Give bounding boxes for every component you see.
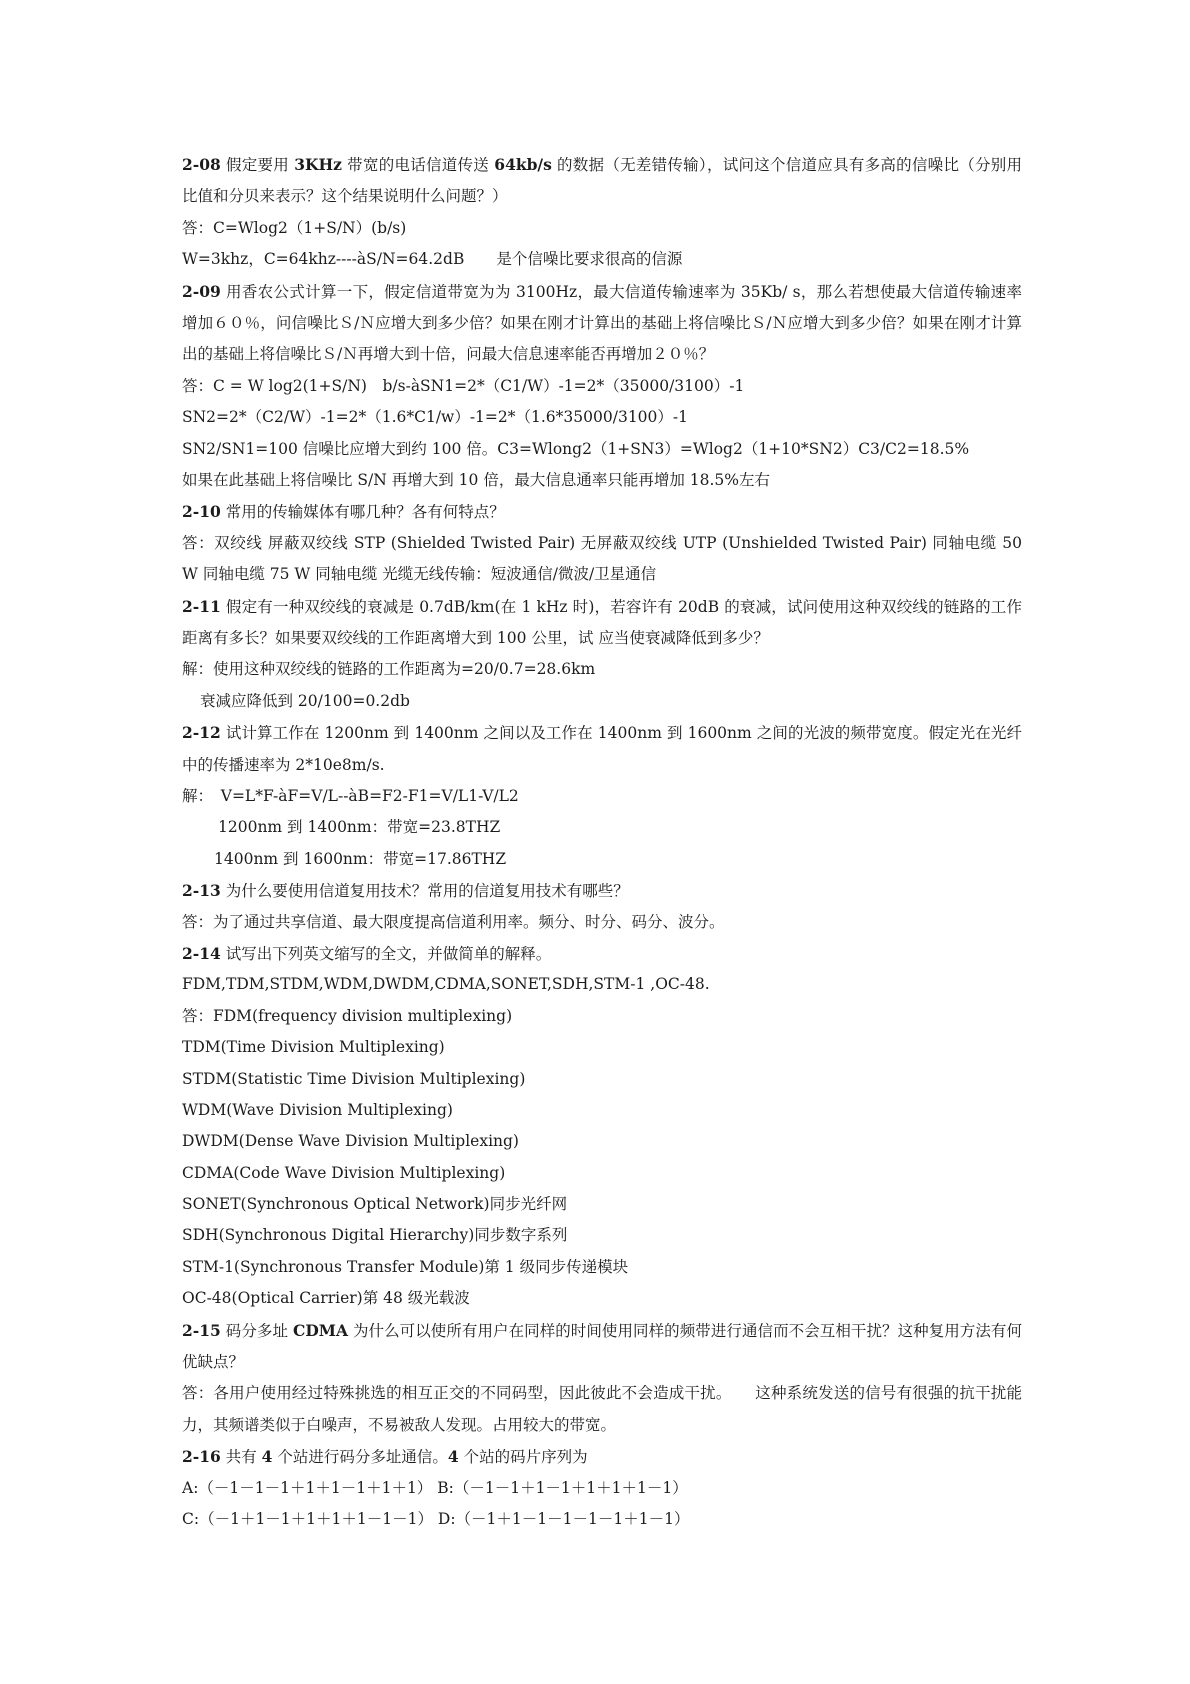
question-number: 2-16	[182, 1447, 221, 1467]
answer-line: 答：FDM(frequency division multiplexing)	[182, 1006, 513, 1025]
question-number: 2-13	[182, 881, 221, 901]
answer-line	[182, 244, 1022, 275]
answer-line: 答：C=Wlog2（1+S/N）(b/s)	[182, 218, 407, 237]
chip-sequence-cd: C:（－1＋1－1＋1＋1＋1－1－1） D:（－1＋1－1－1－1－1＋1－1）	[182, 1510, 690, 1529]
answer-line: STDM(Statistic Time Division Multiplexing)	[182, 1069, 526, 1088]
answer-line: 答：C = W log2(1+S/N) b/s-àSN1=2*（C1/W）-1=2*（35000/3100）-1	[182, 376, 745, 395]
question-number: 2-12	[182, 723, 221, 743]
document-body	[182, 149, 1022, 1535]
question-2-13	[182, 875, 1022, 906]
answer-line: 答：各用户使用经过特殊挑选的相互正交的不同码型，因此彼此不会造成干扰。 这种系统发送的信号有很强的抗干扰能力，其频谱类似于白噪声，不易被敌人发现。占用较大的带宽。	[182, 1384, 1022, 1434]
question-number: 2-11	[182, 596, 221, 616]
answer-text: 是个信噪比要求很高的信源	[496, 250, 683, 269]
question-text: 常用的传输媒体有哪几种？各有何特点？	[220, 503, 505, 522]
question-2-16	[182, 1441, 1022, 1472]
question-2-12	[182, 717, 1022, 781]
question-text: 码分多址	[220, 1321, 294, 1340]
answer-line: WDM(Wave Division Multiplexing)	[182, 1100, 453, 1119]
answer-text: W=3khz，C=64khz----àS/N=64.2dB	[182, 250, 465, 269]
question-2-08	[182, 149, 1022, 213]
answer-line: 答：为了通过共享信道、最大限度提高信道利用率。频分、时分、码分、波分。	[182, 912, 725, 931]
question-bold-text: 64kb/s	[494, 155, 552, 174]
answer-line: STM-1(Synchronous Transfer Module)第 1 级同步传递模块	[182, 1257, 629, 1276]
question-text: 个站的码片序列为	[458, 1448, 588, 1467]
question-2-15	[182, 1315, 1022, 1379]
question-bold-text: CDMA	[293, 1320, 348, 1340]
answer-line: OC-48(Optical Carrier)第 48 级光载波	[182, 1289, 470, 1308]
question-2-09	[182, 276, 1022, 371]
chip-sequence-ab: A:（－1－1－1＋1＋1－1＋1＋1） B:（－1－1＋1－1＋1＋1＋1－1）	[182, 1478, 688, 1497]
question-bold-text: 4	[261, 1447, 273, 1467]
question-bold-text: 4	[447, 1447, 459, 1467]
question-number: 2-10	[182, 502, 221, 522]
answer-line: 解：使用这种双绞线的链路的工作距离为=20/0.7=28.6km	[182, 660, 596, 679]
question-text: 的数据（无差错传输），试问这个信道应具有多高的信噪比（分别用比值和分贝来表示？这个结果说明什么问题？）	[182, 156, 1023, 206]
answer-line: DWDM(Dense Wave Division Multiplexing)	[182, 1132, 519, 1151]
answer-line: SN2/SN1=100 信噪比应增大到约 100 倍。C3=Wlong2（1+SN3）=Wlog2（1+10*SN2）C3/C2=18.5%	[182, 439, 970, 458]
answer-line: TDM(Time Division Multiplexing)	[182, 1038, 445, 1057]
question-text: 试计算工作在 1200nm 到 1400nm 之间以及工作在 1400nm 到 1600nm 之间的光波的频带宽度。假定光在光纤中的传播速率为 2*10e8m/s.	[182, 724, 1022, 774]
answer-line: 如果在此基础上将信噪比 S/N 再增大到 10 倍，最大信息通率只能再增加 18.5%左右	[182, 470, 771, 489]
question-text: 带宽的电话信道传送	[341, 156, 495, 174]
question-2-14	[182, 938, 1022, 969]
answer-line: SONET(Synchronous Optical Network)同步光纤网	[182, 1195, 568, 1214]
question-text: 试写出下列英文缩写的全文，并做简单的解释。	[220, 944, 552, 963]
question-2-11	[182, 591, 1022, 655]
question-number: 2-09	[182, 281, 221, 301]
answer-line: 解： V=L*F-àF=V/L--àB=F2-F1=V/L1-V/L2	[182, 786, 519, 805]
answer-line: SN2=2*（C2/W）-1=2*（1.6*C1/w）-1=2*（1.6*35000/3100）-1	[182, 408, 688, 427]
answer-line: 答：双绞线 屏蔽双绞线 STP (Shielded Twisted Pair) 无屏蔽双绞线 UTP (Unshielded Twisted Pair) 同轴电缆 50 W 同轴电缆 75 W 同轴电缆 光缆无线传输：短波通信/微波/卫星通信	[182, 533, 1022, 584]
abbreviation-list: FDM,TDM,STDM,WDM,DWDM,CDMA,SONET,SDH,STM-1 ,OC-48.	[182, 975, 710, 994]
question-number: 2-08	[182, 155, 221, 174]
question-text: 为什么要使用信道复用技术？常用的信道复用技术有哪些？	[220, 882, 629, 901]
question-bold-text: 3KHz	[294, 155, 342, 174]
answer-line: 1400nm 到 1600nm：带宽=17.86THZ	[214, 849, 507, 868]
answer-line: 衰减应降低到 20/100=0.2db	[200, 691, 410, 710]
answer-line: CDMA(Code Wave Division Multiplexing)	[182, 1163, 506, 1182]
answer-line: 1200nm 到 1400nm：带宽=23.8THZ	[218, 818, 501, 837]
question-number: 2-14	[182, 943, 221, 963]
question-text: 个站进行码分多址通信。	[272, 1448, 448, 1467]
question-text: 假定要用	[220, 156, 295, 174]
question-text: 假定有一种双绞线的衰减是 0.7dB/km(在 1 kHz 时)，若容许有 20dB 的衰减，试问使用这种双绞线的链路的工作距离有多长？如果要双绞线的工作距离增大到 100 公里，试 应当使衰减降低到多少？	[182, 597, 1022, 647]
question-2-10	[182, 496, 1022, 527]
answer-line: SDH(Synchronous Digital Hierarchy)同步数字系列	[182, 1226, 568, 1245]
question-text: 用香农公式计算一下，假定信道带宽为为 3100Hz，最大信道传输速率为 35Kb/ s，那么若想使最大信道传输速率增加６０％，问信噪比Ｓ/Ｎ应增大到多少倍？如果在刚才计算出的基础上将信噪比Ｓ/Ｎ应增大到多少倍？如果在刚才计算出的基础上将信噪比Ｓ/Ｎ再增大到十倍，问最大信息速率能否再增加２０％？	[182, 282, 1022, 364]
question-number: 2-15	[182, 1320, 221, 1340]
question-text: 共有	[220, 1448, 262, 1467]
question-text: 为什么可以使所有用户在同样的时间使用同样的频带进行通信而不会互相干扰？这种复用方法有何优缺点？	[182, 1321, 1022, 1372]
